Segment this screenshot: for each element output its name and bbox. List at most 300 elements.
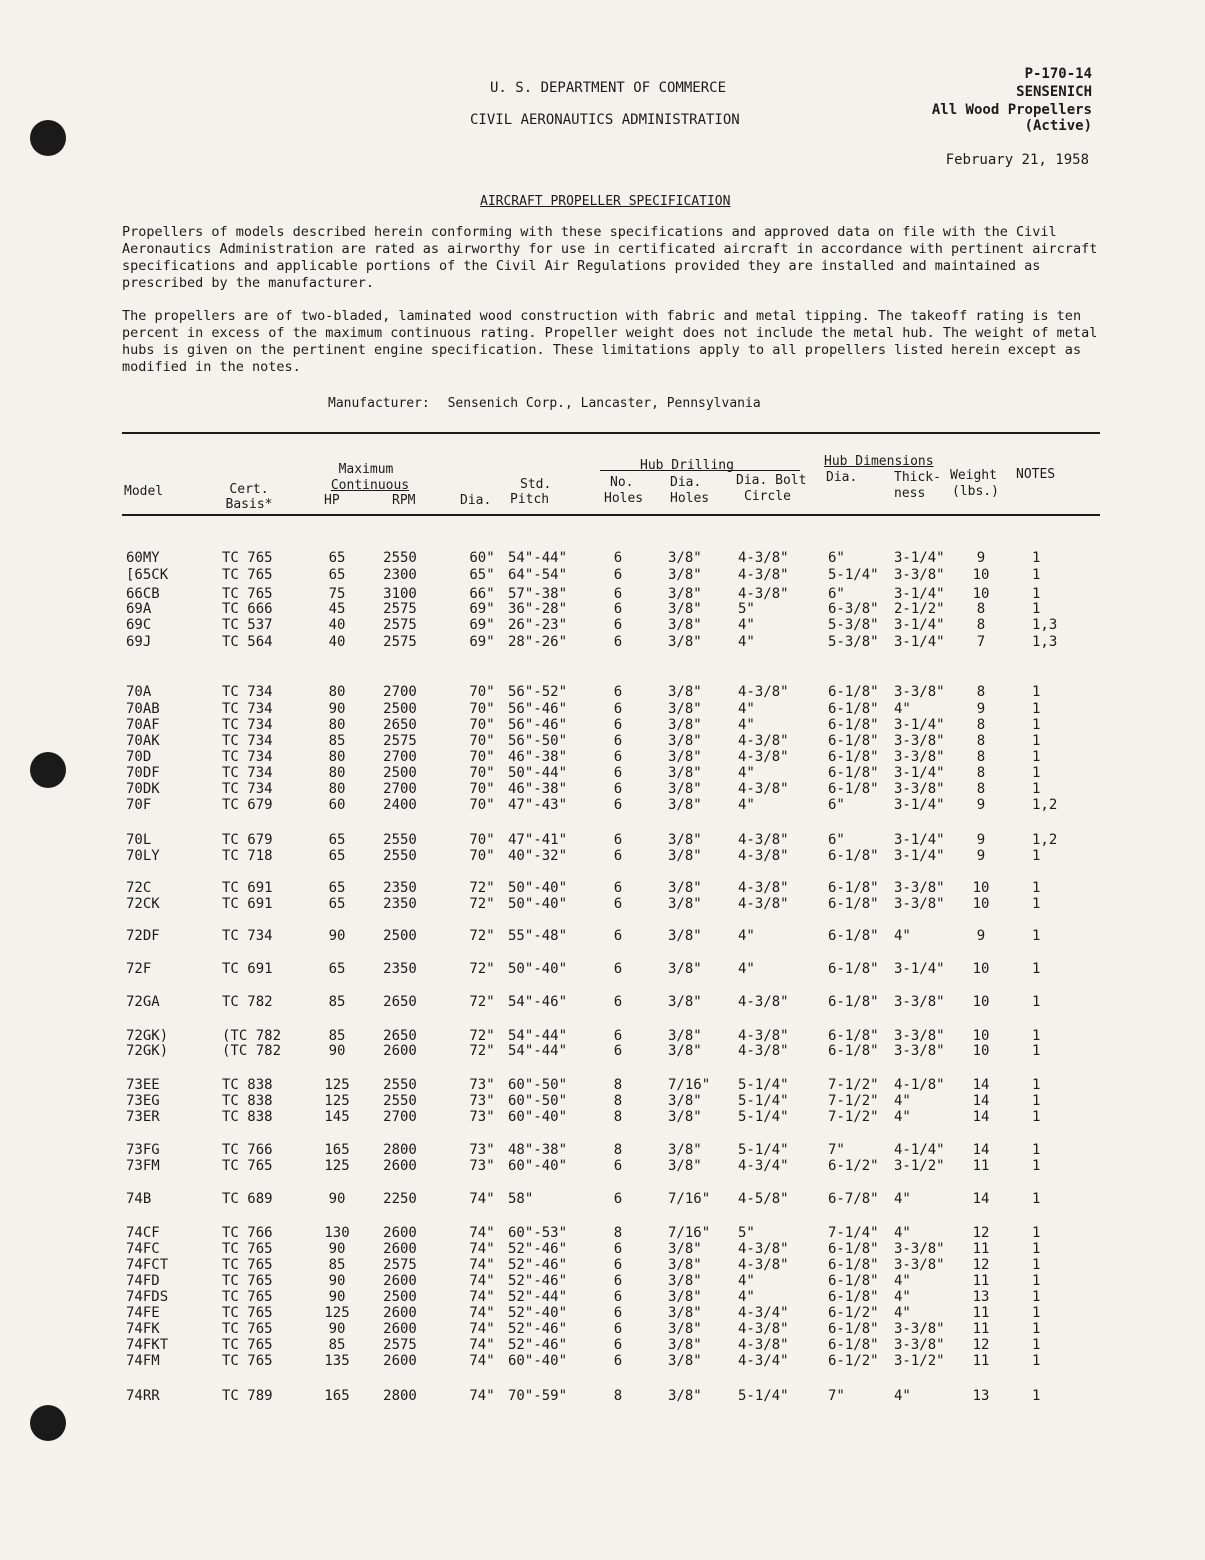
row-model: 74CF xyxy=(126,1225,160,1241)
row-model: 66CB xyxy=(126,586,160,602)
row-notes: 1 xyxy=(1032,1043,1041,1059)
row-pitch: 54"-44" xyxy=(508,1028,568,1044)
row-dia-holes: 3/8" xyxy=(668,1241,702,1257)
row-thickness: 4" xyxy=(894,701,911,717)
row-pitch: 52"-46" xyxy=(508,1273,568,1289)
table-row xyxy=(0,1142,1205,1159)
row-cert: TC 782 xyxy=(222,994,273,1010)
row-hub-dia: 6" xyxy=(828,550,845,566)
row-thickness: 4-1/4" xyxy=(894,1142,945,1158)
row-notes: 1 xyxy=(1032,1321,1041,1337)
row-weight: 9 xyxy=(976,832,986,848)
row-hub-dia: 6-1/8" xyxy=(828,701,879,717)
row-rpm: 2575 xyxy=(383,634,417,650)
row-dia-holes: 7/16" xyxy=(668,1225,711,1241)
row-hp: 85 xyxy=(328,1028,346,1044)
row-weight: 14 xyxy=(972,1109,990,1125)
table-row xyxy=(0,1109,1205,1126)
row-weight: 10 xyxy=(972,1043,990,1059)
row-model: 74FE xyxy=(126,1305,160,1321)
row-dia: 72" xyxy=(469,961,495,977)
row-pitch: 58" xyxy=(508,1191,534,1207)
row-dia-holes: 3/8" xyxy=(668,1043,702,1059)
row-weight: 10 xyxy=(972,567,990,583)
row-no-holes: 6 xyxy=(613,880,623,896)
row-model: 72F xyxy=(126,961,152,977)
row-rpm: 2600 xyxy=(383,1158,417,1174)
row-weight: 12 xyxy=(972,1225,990,1241)
row-thickness: 3-3/8" xyxy=(894,994,945,1010)
row-hub-dia: 6-1/8" xyxy=(828,1028,879,1044)
manufacturer-value: Sensenich Corp., Lancaster, Pennsylvania xyxy=(447,396,761,411)
table-row xyxy=(0,848,1205,865)
row-hp: 135 xyxy=(324,1353,350,1369)
header-hub-dimensions: Hub Dimensions xyxy=(824,454,934,469)
row-cert: TC 691 xyxy=(222,896,273,912)
row-rpm: 3100 xyxy=(383,586,417,602)
row-dia-holes: 3/8" xyxy=(668,1142,702,1158)
row-hub-dia: 6-1/8" xyxy=(828,749,879,765)
row-no-holes: 6 xyxy=(613,1353,623,1369)
row-hub-dia: 7-1/2" xyxy=(828,1093,879,1109)
row-thickness: 3-1/2" xyxy=(894,1158,945,1174)
row-notes: 1 xyxy=(1032,1273,1041,1289)
row-notes: 1 xyxy=(1032,1353,1041,1369)
row-hub-dia: 6-1/2" xyxy=(828,1305,879,1321)
row-dia-holes: 3/8" xyxy=(668,634,702,650)
row-cert: TC 734 xyxy=(222,781,273,797)
row-thickness: 4" xyxy=(894,1191,911,1207)
row-cert: TC 679 xyxy=(222,797,273,813)
row-weight: 11 xyxy=(972,1273,990,1289)
row-notes: 1 xyxy=(1032,1158,1041,1174)
row-rpm: 2575 xyxy=(383,617,417,633)
row-dia-holes: 3/8" xyxy=(668,1109,702,1125)
row-notes: 1 xyxy=(1032,701,1041,717)
row-notes: 1 xyxy=(1032,733,1041,749)
row-dia: 74" xyxy=(469,1191,495,1207)
row-dia-holes: 3/8" xyxy=(668,832,702,848)
row-notes: 1,2 xyxy=(1032,797,1058,813)
row-pitch: 56"-50" xyxy=(508,733,568,749)
row-dia: 70" xyxy=(469,733,495,749)
header-bolt-2: Circle xyxy=(744,489,791,504)
row-notes: 1 xyxy=(1032,567,1041,583)
row-rpm: 2550 xyxy=(383,1093,417,1109)
row-weight: 11 xyxy=(972,1321,990,1337)
row-rpm: 2350 xyxy=(383,896,417,912)
row-rpm: 2550 xyxy=(383,848,417,864)
row-no-holes: 6 xyxy=(613,928,623,944)
row-notes: 1 xyxy=(1032,1028,1041,1044)
row-model: 74FKT xyxy=(126,1337,169,1353)
row-pitch: 50"-44" xyxy=(508,765,568,781)
header-hub-dia: Dia. xyxy=(826,470,858,485)
row-notes: 1 xyxy=(1032,765,1041,781)
row-pitch: 64"-54" xyxy=(508,567,568,583)
row-no-holes: 8 xyxy=(613,1225,623,1241)
row-weight: 10 xyxy=(972,896,990,912)
row-rpm: 2700 xyxy=(383,684,417,700)
row-weight: 8 xyxy=(976,684,986,700)
row-cert: TC 734 xyxy=(222,717,273,733)
row-weight: 9 xyxy=(976,701,986,717)
row-notes: 1,2 xyxy=(1032,832,1058,848)
row-notes: 1 xyxy=(1032,961,1041,977)
row-bolt-circle: 4-5/8" xyxy=(738,1191,789,1207)
row-hp: 80 xyxy=(328,765,346,781)
header-model: Model xyxy=(124,484,164,499)
row-model: 74B xyxy=(126,1191,152,1207)
row-bolt-circle: 4-3/8" xyxy=(738,994,789,1010)
row-thickness: 3-1/4" xyxy=(894,765,945,781)
row-dia-holes: 3/8" xyxy=(668,717,702,733)
header-dia: Dia. xyxy=(460,493,492,508)
row-hub-dia: 6-7/8" xyxy=(828,1191,879,1207)
row-hp: 65 xyxy=(328,567,346,583)
row-rpm: 2600 xyxy=(383,1321,417,1337)
row-weight: 12 xyxy=(972,1257,990,1273)
header-no-holes-2: Holes xyxy=(604,491,644,506)
row-dia: 73" xyxy=(469,1142,495,1158)
row-bolt-circle: 4-3/8" xyxy=(738,550,789,566)
row-notes: 1,3 xyxy=(1032,634,1058,650)
row-notes: 1 xyxy=(1032,749,1041,765)
row-dia-holes: 3/8" xyxy=(668,1388,702,1404)
row-pitch: 52"-46" xyxy=(508,1321,568,1337)
row-notes: 1 xyxy=(1032,781,1041,797)
row-rpm: 2700 xyxy=(383,749,417,765)
table-row xyxy=(0,1191,1205,1208)
header-pitch-2: Pitch xyxy=(510,492,550,507)
document-date: February 21, 1958 xyxy=(945,152,1089,168)
row-cert: TC 765 xyxy=(222,1321,273,1337)
row-rpm: 2575 xyxy=(383,1257,417,1273)
row-model: 72DF xyxy=(126,928,160,944)
row-no-holes: 6 xyxy=(613,1321,623,1337)
row-weight: 14 xyxy=(972,1077,990,1093)
row-cert: TC 689 xyxy=(222,1191,273,1207)
row-hp: 125 xyxy=(324,1158,350,1174)
row-bolt-circle: 4" xyxy=(738,617,755,633)
row-pitch: 52"-40" xyxy=(508,1305,568,1321)
row-cert: (TC 782 xyxy=(222,1028,282,1044)
header-pitch-1: Std. xyxy=(520,477,552,492)
row-cert: TC 718 xyxy=(222,848,273,864)
row-weight: 10 xyxy=(972,880,990,896)
row-dia: 60" xyxy=(469,550,495,566)
row-hub-dia: 6-1/8" xyxy=(828,1043,879,1059)
table-row xyxy=(0,1353,1205,1370)
row-dia-holes: 3/8" xyxy=(668,797,702,813)
table-row xyxy=(0,1257,1205,1274)
row-notes: 1 xyxy=(1032,717,1041,733)
manufacturer-label: Manufacturer: xyxy=(328,396,430,411)
row-thickness: 4" xyxy=(894,1289,911,1305)
row-dia-holes: 3/8" xyxy=(668,961,702,977)
row-weight: 12 xyxy=(972,1337,990,1353)
table-row xyxy=(0,701,1205,718)
row-pitch: 54"-46" xyxy=(508,994,568,1010)
row-model: 69A xyxy=(126,601,152,617)
row-weight: 8 xyxy=(976,601,986,617)
table-row xyxy=(0,928,1205,945)
row-notes: 1 xyxy=(1032,994,1041,1010)
table-row xyxy=(0,1225,1205,1242)
row-pitch: 46"-38" xyxy=(508,781,568,797)
row-dia: 72" xyxy=(469,1043,495,1059)
row-bolt-circle: 5-1/4" xyxy=(738,1109,789,1125)
row-hp: 85 xyxy=(328,1257,346,1273)
row-pitch: 50"-40" xyxy=(508,896,568,912)
row-dia-holes: 3/8" xyxy=(668,1028,702,1044)
row-thickness: 3-3/8" xyxy=(894,781,945,797)
hub-drilling-rule xyxy=(600,470,800,471)
row-dia: 70" xyxy=(469,717,495,733)
row-model: 74FK xyxy=(126,1321,160,1337)
row-dia: 74" xyxy=(469,1241,495,1257)
row-bolt-circle: 4" xyxy=(738,1273,755,1289)
row-cert: TC 734 xyxy=(222,928,273,944)
row-hp: 65 xyxy=(328,961,346,977)
row-no-holes: 8 xyxy=(613,1077,623,1093)
row-hub-dia: 6-1/8" xyxy=(828,880,879,896)
manufacturer-name: SENSENICH xyxy=(1016,84,1092,100)
row-pitch: 48"-38" xyxy=(508,1142,568,1158)
row-pitch: 60"-50" xyxy=(508,1093,568,1109)
row-dia: 72" xyxy=(469,994,495,1010)
row-cert: TC 838 xyxy=(222,1077,273,1093)
row-cert: TC 765 xyxy=(222,550,273,566)
row-cert: TC 537 xyxy=(222,617,273,633)
row-dia: 72" xyxy=(469,880,495,896)
row-pitch: 50"-40" xyxy=(508,880,568,896)
row-thickness: 4" xyxy=(894,1109,911,1125)
row-weight: 13 xyxy=(972,1289,990,1305)
row-rpm: 2500 xyxy=(383,701,417,717)
row-pitch: 52"-46" xyxy=(508,1241,568,1257)
row-bolt-circle: 4-3/8" xyxy=(738,1043,789,1059)
row-bolt-circle: 4" xyxy=(738,961,755,977)
row-notes: 1 xyxy=(1032,1142,1041,1158)
row-bolt-circle: 5-1/4" xyxy=(738,1093,789,1109)
row-hub-dia: 5-3/8" xyxy=(828,634,879,650)
table-row xyxy=(0,1043,1205,1060)
row-hp: 80 xyxy=(328,749,346,765)
row-rpm: 2800 xyxy=(383,1388,417,1404)
row-rpm: 2575 xyxy=(383,601,417,617)
row-bolt-circle: 4-3/4" xyxy=(738,1353,789,1369)
row-dia-holes: 3/8" xyxy=(668,1093,702,1109)
table-row xyxy=(0,1241,1205,1258)
intro-paragraph: Propellers of models described herein conforming with these specifications and approved data on file with the Civil Aeronautics Administration are rated as airworthy for use in certificated aircraft in accordance with pertinent aircraft specifications and applicable portions of the Civil Air Regulations provided they are installed and maintained as prescribed by the manufacturer. xyxy=(122,224,1098,291)
row-thickness: 3-1/4" xyxy=(894,797,945,813)
row-thickness: 3-1/4" xyxy=(894,848,945,864)
row-thickness: 4" xyxy=(894,1093,911,1109)
row-no-holes: 8 xyxy=(613,1142,623,1158)
row-thickness: 3-3/8" xyxy=(894,1043,945,1059)
row-dia: 73" xyxy=(469,1109,495,1125)
row-hp: 80 xyxy=(328,717,346,733)
row-no-holes: 6 xyxy=(613,1191,623,1207)
row-bolt-circle: 4-3/4" xyxy=(738,1305,789,1321)
row-rpm: 2600 xyxy=(383,1241,417,1257)
row-no-holes: 6 xyxy=(613,1028,623,1044)
row-thickness: 3-1/4" xyxy=(894,586,945,602)
row-pitch: 56"-52" xyxy=(508,684,568,700)
row-hub-dia: 7" xyxy=(828,1388,845,1404)
row-hub-dia: 6-1/8" xyxy=(828,765,879,781)
row-dia-holes: 3/8" xyxy=(668,567,702,583)
row-bolt-circle: 4-3/8" xyxy=(738,781,789,797)
row-dia: 70" xyxy=(469,832,495,848)
row-dia-holes: 3/8" xyxy=(668,586,702,602)
row-weight: 8 xyxy=(976,781,986,797)
row-thickness: 3-3/8" xyxy=(894,749,945,765)
row-bolt-circle: 4" xyxy=(738,634,755,650)
row-pitch: 47"-43" xyxy=(508,797,568,813)
row-dia: 74" xyxy=(469,1305,495,1321)
row-rpm: 2550 xyxy=(383,550,417,566)
row-no-holes: 6 xyxy=(613,1337,623,1353)
spec-number: P-170-14 xyxy=(1024,66,1092,82)
row-dia-holes: 3/8" xyxy=(668,1321,702,1337)
row-cert: TC 765 xyxy=(222,1158,273,1174)
table-row xyxy=(0,1305,1205,1322)
row-dia: 73" xyxy=(469,1077,495,1093)
row-thickness: 4" xyxy=(894,1388,911,1404)
row-hp: 90 xyxy=(328,1273,346,1289)
row-dia-holes: 3/8" xyxy=(668,848,702,864)
row-dia-holes: 3/8" xyxy=(668,749,702,765)
row-thickness: 3-1/4" xyxy=(894,717,945,733)
row-model: 60MY xyxy=(126,550,160,566)
row-hub-dia: 6-1/8" xyxy=(828,896,879,912)
row-hp: 130 xyxy=(324,1225,350,1241)
row-no-holes: 6 xyxy=(613,994,623,1010)
row-no-holes: 6 xyxy=(613,896,623,912)
table-row xyxy=(0,684,1205,701)
row-weight: 10 xyxy=(972,586,990,602)
row-no-holes: 6 xyxy=(613,1257,623,1273)
header-no-holes-1: No. xyxy=(610,475,634,490)
row-hp: 40 xyxy=(328,634,346,650)
row-hp: 85 xyxy=(328,1337,346,1353)
row-pitch: 52"-46" xyxy=(508,1337,568,1353)
row-cert: TC 766 xyxy=(222,1225,273,1241)
row-model: 72C xyxy=(126,880,152,896)
row-no-holes: 6 xyxy=(613,701,623,717)
row-dia-holes: 3/8" xyxy=(668,880,702,896)
row-hub-dia: 6-1/8" xyxy=(828,848,879,864)
row-dia: 74" xyxy=(469,1273,495,1289)
binder-hole xyxy=(30,120,66,156)
row-thickness: 3-3/8" xyxy=(894,1321,945,1337)
table-row xyxy=(0,781,1205,798)
row-cert: TC 765 xyxy=(222,1273,273,1289)
row-cert: TC 734 xyxy=(222,684,273,700)
row-notes: 1 xyxy=(1032,928,1041,944)
row-pitch: 56"-46" xyxy=(508,701,568,717)
row-model: 74FM xyxy=(126,1353,160,1369)
row-bolt-circle: 5" xyxy=(738,1225,755,1241)
row-hp: 90 xyxy=(328,1043,346,1059)
header-rpm: RPM xyxy=(392,493,416,508)
row-pitch: 54"-44" xyxy=(508,550,568,566)
row-dia-holes: 3/8" xyxy=(668,1337,702,1353)
row-dia: 72" xyxy=(469,1028,495,1044)
row-cert: (TC 782 xyxy=(222,1043,282,1059)
administration-heading: CIVIL AERONAUTICS ADMINISTRATION xyxy=(470,112,740,128)
row-bolt-circle: 4-3/8" xyxy=(738,1241,789,1257)
row-hub-dia: 6" xyxy=(828,586,845,602)
header-dia-holes-1: Dia. xyxy=(670,475,702,490)
row-no-holes: 6 xyxy=(613,1305,623,1321)
table-row xyxy=(0,567,1205,584)
row-hp: 165 xyxy=(324,1142,350,1158)
row-thickness: 3-3/8" xyxy=(894,1337,945,1353)
row-dia: 70" xyxy=(469,701,495,717)
row-thickness: 4-1/8" xyxy=(894,1077,945,1093)
table-header-rule xyxy=(122,514,1100,516)
row-model: 70DF xyxy=(126,765,160,781)
row-hp: 40 xyxy=(328,617,346,633)
row-dia: 74" xyxy=(469,1388,495,1404)
row-hub-dia: 6-1/8" xyxy=(828,684,879,700)
row-hub-dia: 6-1/8" xyxy=(828,994,879,1010)
row-rpm: 2800 xyxy=(383,1142,417,1158)
row-no-holes: 6 xyxy=(613,797,623,813)
table-row xyxy=(0,896,1205,913)
row-model: 73FG xyxy=(126,1142,160,1158)
row-cert: TC 679 xyxy=(222,832,273,848)
row-bolt-circle: 5-1/4" xyxy=(738,1077,789,1093)
row-notes: 1 xyxy=(1032,1305,1041,1321)
row-dia: 70" xyxy=(469,749,495,765)
table-row xyxy=(0,617,1205,634)
row-model: 70AK xyxy=(126,733,160,749)
row-cert: TC 734 xyxy=(222,733,273,749)
row-dia-holes: 3/8" xyxy=(668,896,702,912)
row-thickness: 3-3/8" xyxy=(894,896,945,912)
row-cert: TC 765 xyxy=(222,1305,273,1321)
row-thickness: 3-3/8" xyxy=(894,1241,945,1257)
row-hub-dia: 6-3/8" xyxy=(828,601,879,617)
row-dia: 70" xyxy=(469,765,495,781)
row-hp: 80 xyxy=(328,781,346,797)
row-cert: TC 765 xyxy=(222,1257,273,1273)
row-bolt-circle: 4-3/8" xyxy=(738,896,789,912)
table-row xyxy=(0,550,1205,567)
row-no-holes: 6 xyxy=(613,781,623,797)
row-cert: TC 765 xyxy=(222,567,273,583)
row-bolt-circle: 4-3/8" xyxy=(738,1257,789,1273)
row-weight: 14 xyxy=(972,1191,990,1207)
header-thick-2: ness xyxy=(894,486,926,501)
row-no-holes: 6 xyxy=(613,634,623,650)
row-hub-dia: 6-1/2" xyxy=(828,1353,879,1369)
header-weight-1: Weight xyxy=(950,468,997,483)
table-top-rule xyxy=(122,432,1100,434)
row-hub-dia: 6-1/8" xyxy=(828,781,879,797)
row-bolt-circle: 5" xyxy=(738,601,755,617)
row-weight: 14 xyxy=(972,1093,990,1109)
row-no-holes: 6 xyxy=(613,617,623,633)
row-dia: 70" xyxy=(469,781,495,797)
table-row xyxy=(0,601,1205,618)
table-row xyxy=(0,765,1205,782)
row-thickness: 4" xyxy=(894,1225,911,1241)
